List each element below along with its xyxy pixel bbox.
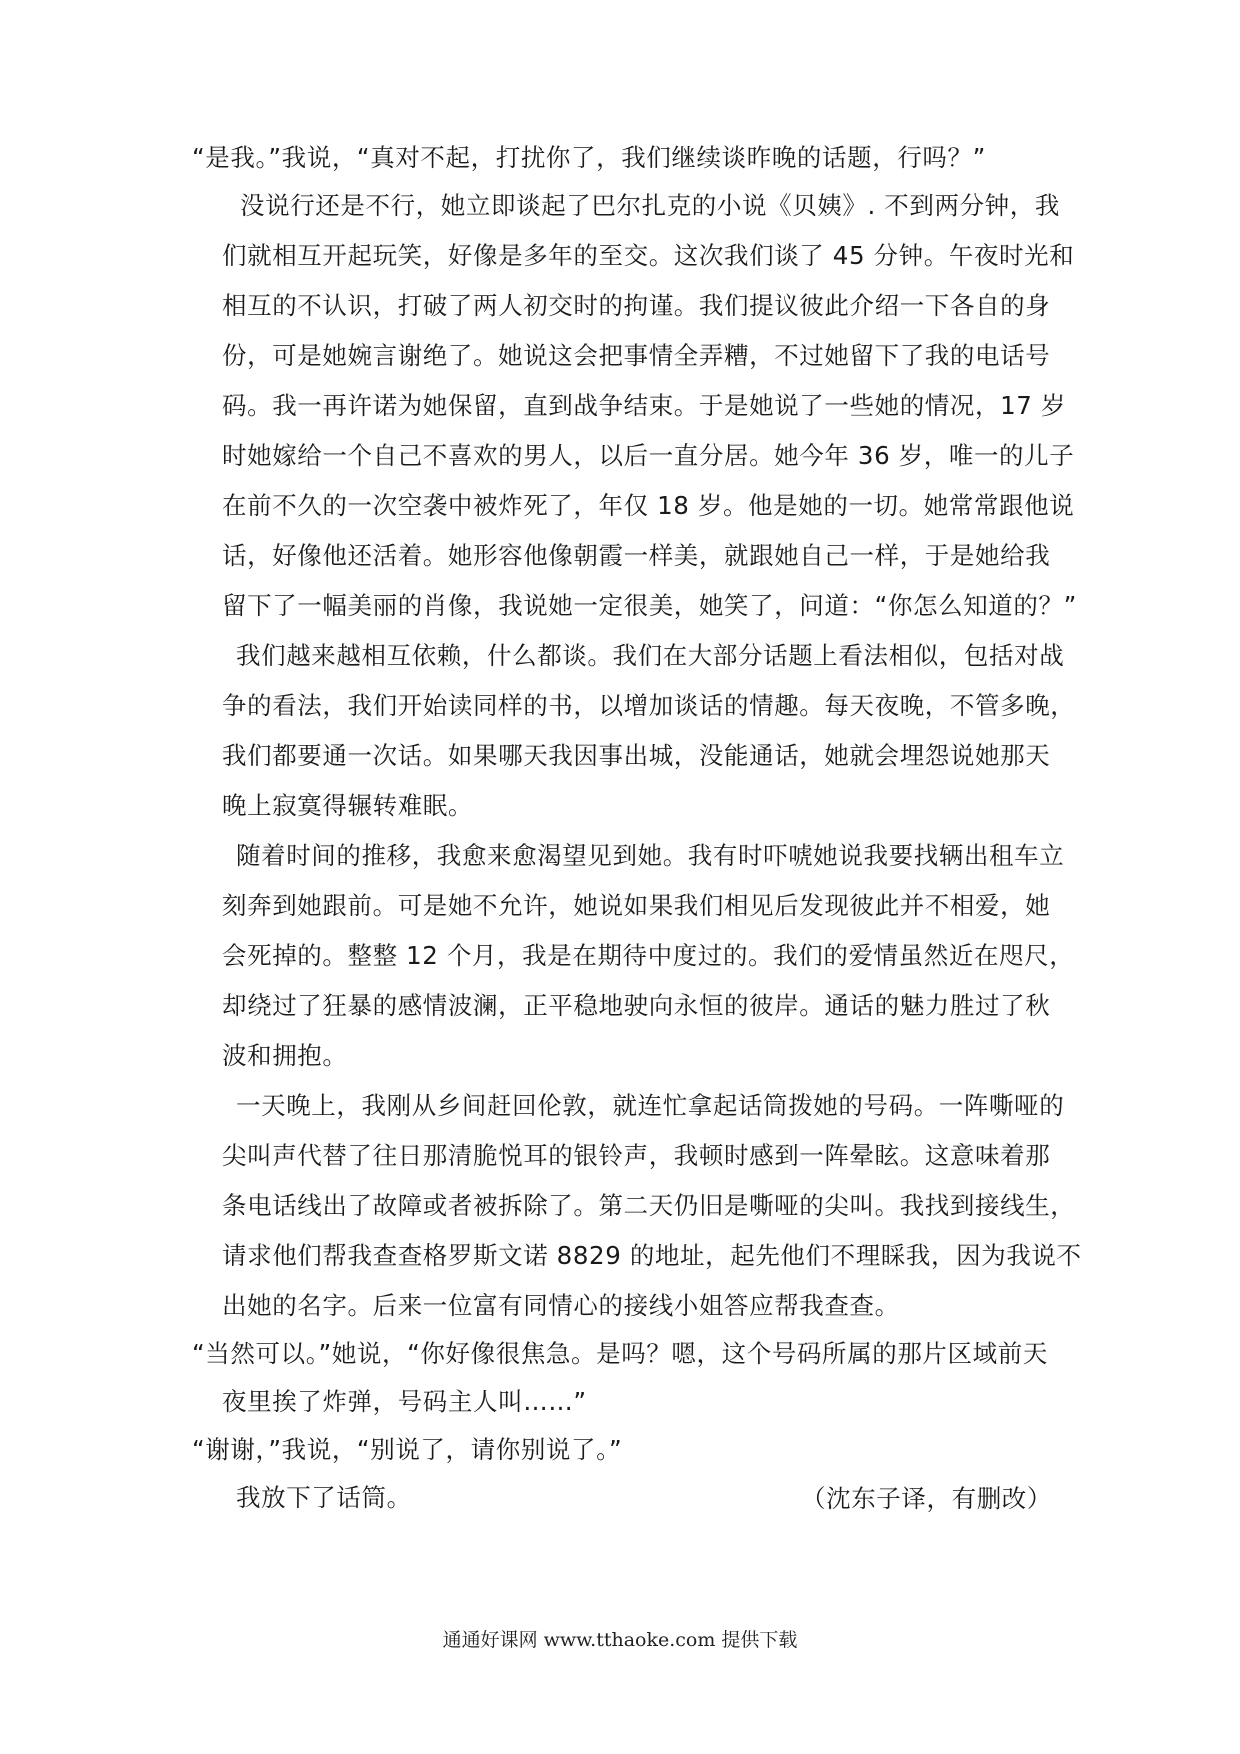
text-line-17: 会死掉的。整整 12 个月，我是在期待中度过的。我们的爱情虽然近在咫尺，: [222, 941, 1075, 970]
text-line-14: 晚上寂寞得辗转难眠。: [222, 791, 473, 820]
text-line-9: 话，好像他还活着。她形容他像朝霞一样美，就跟她自己一样，于是她给我: [222, 541, 1051, 570]
text-line-8: 在前不久的一次空袭中被炸死了，年仅 18 岁。他是她的一切。她常常跟他说: [222, 491, 1075, 520]
text-line-26: 夜里挨了炸弹，号码主人叫……”: [222, 1387, 587, 1416]
text-line-28: 我放下了话筒。: [236, 1483, 412, 1512]
text-line-11: 我们越来越相互依赖，什么都谈。我们在大部分话题上看法相似，包括对战: [236, 641, 1065, 670]
text-line-24: 出她的名字。后来一位富有同情心的接线小姐答应帮我查查。: [222, 1291, 900, 1320]
page-footer: 通通好课网 www.tthaoke.com 提供下载: [442, 1629, 798, 1651]
text-line-10: 留下了一幅美丽的肖像，我说她一定很美，她笑了，问道：“你怎么知道的？”: [222, 591, 1077, 620]
text-line-16: 刻奔到她跟前。可是她不允许，她说如果我们相见后发现彼此并不相爱，她: [222, 891, 1051, 920]
text-line-20: 一天晚上，我刚从乡间赶回伦敦，就连忙拿起话筒拨她的号码。一阵嘶哑的: [236, 1091, 1065, 1120]
text-line-7: 时她嫁给一个自己不喜欢的男人，以后一直分居。她今年 36 岁，唯一的儿子: [222, 441, 1075, 470]
text-line-5: 份，可是她婉言谢绝了。她说这会把事情全弄糟，不过她留下了我的电话号: [222, 341, 1051, 370]
text-line-4: 相互的不认识，打破了两人初交时的拘谨。我们提议彼此介绍一下各自的身: [222, 291, 1051, 320]
text-line-22: 条电话线出了故障或者被拆除了。第二天仍旧是嘶哑的尖叫。我找到接线生，: [222, 1191, 1076, 1220]
text-line-13: 我们都要通一次话。如果哪天我因事出城，没能通话，她就会埋怨说她那天: [222, 741, 1051, 770]
text-line-12: 争的看法，我们开始读同样的书，以增加谈话的情趣。每天夜晚，不管多晚，: [222, 691, 1076, 720]
translator-credit: （沈东子译，有删改）: [801, 1484, 1052, 1513]
text-line-1: “是我。”我说，“真对不起，打扰你了，我们继续谈昨晚的话题，行吗？”: [192, 143, 986, 172]
text-line-27: “谢谢，”我说，“别说了，请你别说了。”: [192, 1435, 623, 1464]
text-line-25: “当然可以。”她说，“你好像很焦急。是吗？嗯，这个号码所属的那片区域前天: [192, 1339, 1048, 1368]
text-line-15: 随着时间的推移，我愈来愈渴望见到她。我有时吓唬她说我要找辆出租车立: [236, 841, 1065, 870]
text-line-23: 请求他们帮我查查格罗斯文诺 8829 的地址，起先他们不理睬我，因为我说不: [222, 1241, 1082, 1270]
text-line-3: 们就相互开起玩笑，好像是多年的至交。这次我们谈了 45 分钟。午夜时光和: [222, 241, 1075, 270]
text-line-19: 波和拥抱。: [222, 1041, 348, 1070]
text-line-2: 没说行还是不行，她立即谈起了巴尔扎克的小说《贝姨》. 不到两分钟，我: [240, 191, 1060, 220]
text-line-18: 却绕过了狂暴的感情波澜，正平稳地驶向永恒的彼岸。通话的魅力胜过了秋: [222, 991, 1051, 1020]
text-line-6: 码。我一再许诺为她保留，直到战争结束。于是她说了一些她的情况，17 岁: [222, 391, 1066, 420]
text-line-21: 尖叫声代替了往日那清脆悦耳的银铃声，我顿时感到一阵晕眩。这意味着那: [222, 1141, 1051, 1170]
